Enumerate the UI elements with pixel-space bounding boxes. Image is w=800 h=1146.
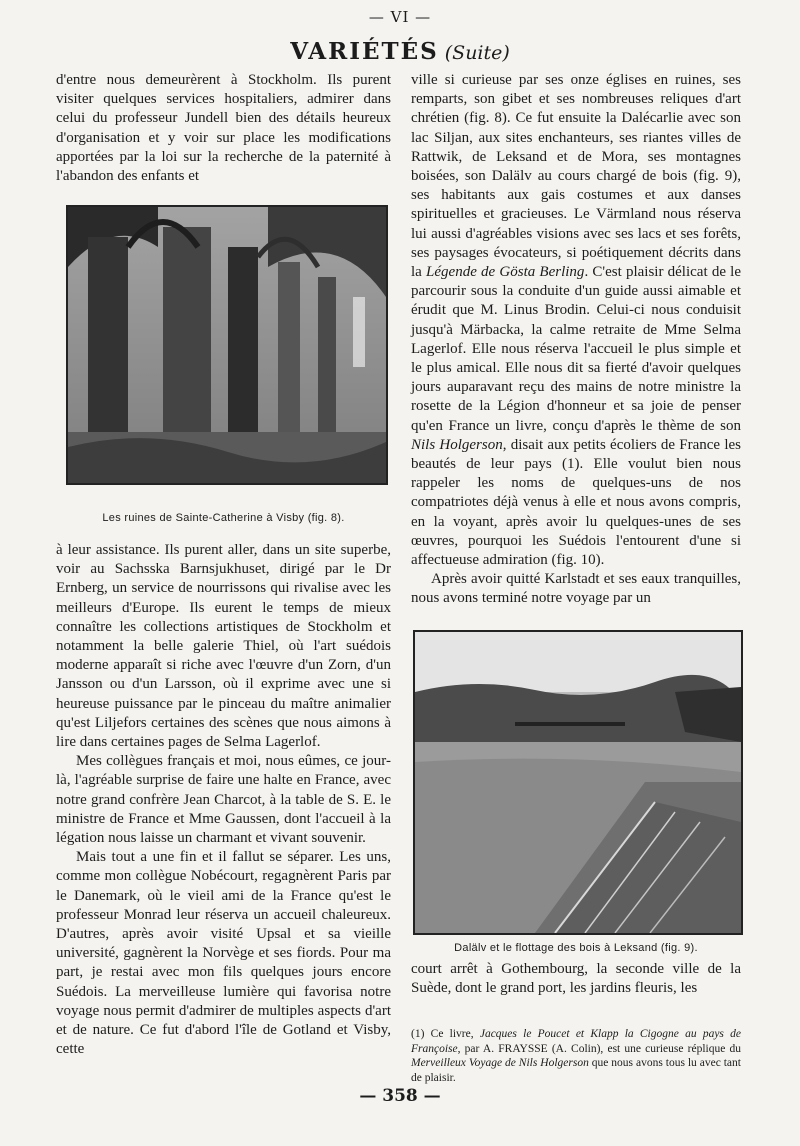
- right-column-bottom: [411, 960, 741, 998]
- river-caption: Dalälv et le flottage des bois à Leksand (fig. 9).: [454, 942, 698, 954]
- right-paragraph-2: Après avoir quitté Karlstadt et ses eaux tranquilles, nous avons terminé notre voyage par un: [411, 571, 741, 607]
- right-p1-b: . C'est plaisir délicat de le parcourir sous la conduite d'un guide aussi aimable et érudit que M. Linus Brodin. Celui-ci nous conduisit jusqu'à Märbacka, la calme retraite de Mme Selma Lagerlof. Elle nous réserva l'accueil le plus simple et le plus amical. Elle nous dit sa fierté d'avoir quelques jours auparavant reçu des mains de notre ministre la rosette de la Légion d'honneur et sa joie de penser qu'en France un livre, conçu d'après le thème de son: [411, 264, 741, 434]
- right-column-top: [411, 71, 741, 609]
- river-photo: [413, 630, 743, 935]
- left-paragraph-4: Mais tout a une fin et il fallut se séparer. Les uns, comme mon collègue Nobécourt, regagnèrent Paris par le Danemark, où le vieil ami de la France qu'est le professeur Monrad leur réserva un accueil chaleureux. D'autres, après avoir visité Upsal et sa vieille université, gagnèrent la Norvège et ses fiords. Pour ma part, je restai avec mon fils quelques jours encore Suédois. La merveilleuse lumière qui favorisa notre voyage nous permit d'admirer de multiples aspects d'art et de nature. Ce fut d'abord l'île de Gotland et Visby, cette: [56, 849, 391, 1058]
- right-p1-a: ville si curieuse par ses onze églises en ruines, ses remparts, son gibet et ses nombreuses reliques d'art chrétien (fig. 8). Ce fut ensuite la Dalécarlie avec son lac Siljan, aux sites enchanteurs, ses riantes villes de Rattwik, de Leksand et de Mora, ses montagnes boisées, son Dalälv au cours chargé de bois (fig. 9), ses habitants aux gais costumes et aux danses spirituelles et gracieuses. Le Värmland nous réserva lui aussi d'agréables visions avec ses lacs et ses forêts, ses paysages évocateurs, si poétiquement décrits dans la: [411, 72, 741, 281]
- page-number: — 358 —: [359, 1086, 441, 1106]
- left-paragraph-1: d'entre nous demeurèrent à Stockholm. Ils purent visiter quelques services hospitaliers, admirer dans celui du professeur Jundell bien des détails heureux d'organisation et y voir sur place les modifications apportées par la loi sur la recherche de la paternité à l'abandon des enfants et: [56, 72, 391, 185]
- left-paragraph-3: Mes collègues français et moi, nous eûmes, ce jour-là, l'agréable surprise de faire une halte en France, avec notre grand confrère Jean Charcot, à la table de S. E. le ministre de France et Mme Gaussen, dont l'accueil à la légation nous laisse un charmant et vivant souvenir.: [56, 753, 391, 847]
- river-illustration: [415, 632, 741, 933]
- page-title: [0, 38, 800, 65]
- footnote-rest: , par A. FRAYSSE (A. Colin), est une curieuse réplique du: [457, 1042, 741, 1055]
- footnote-title-1: Jacques le Poucet et Klapp la Cigogne au pays de Françoise: [411, 1028, 741, 1055]
- ruins-caption: Les ruines de Sainte-Catherine à Visby (fig. 8).: [102, 512, 345, 524]
- footnote-end: que nous avons tous lu avec tant de plaisir.: [411, 1057, 741, 1084]
- section-number: — VI —: [368, 8, 432, 26]
- left-column-bottom: [56, 541, 391, 1059]
- ruins-photo: [66, 205, 388, 485]
- right-p1-c: , disait aux petits écoliers de France les beautés de leur pays (1). Elle voulut bien nous rappeler les noms de quelques-uns de nos compatriotes déjà venus à elle et nous avons compris, en la voyant, après avoir lu quelques-unes de ses œuvres, pourquoi les Suédois l'entourent d'une si affectueuse admiration (fig. 10).: [411, 436, 741, 569]
- title-suffix: (Suite): [444, 42, 510, 64]
- footnote-title-2: Merveilleux Voyage de Nils Holgerson: [411, 1057, 589, 1069]
- footnote: [411, 1027, 741, 1085]
- book-title-nils: Nils Holgerson: [411, 436, 503, 453]
- footnote-marker: (1) Ce livre,: [411, 1028, 480, 1040]
- ruins-illustration: [68, 207, 386, 483]
- book-title-gosta: Légende de Gösta Berling: [426, 264, 585, 281]
- right-paragraph-1: [411, 71, 741, 570]
- right-paragraph-3: court arrêt à Gothembourg, la seconde ville de la Suède, dont le grand port, les jardins fleuris, les: [411, 961, 741, 997]
- title-text: VARIÉTÉS: [290, 38, 439, 65]
- left-column-top: [56, 71, 391, 186]
- left-paragraph-2: à leur assistance. Ils purent aller, dans un site superbe, voir au Sachsska Barnsjukhuset, dirigé par le Dr Ernberg, un service de nourrissons qui rivalise avec les meilleurs d'Europe. Ils eurent le temps de mieux connaître les collections artistiques de Stockholm et notamment la belle galerie Thiel, où l'art suédois moderne apparaît si riche avec l'œuvre d'un Zorn, d'un Jansson ou d'un Larsson, où il exprime avec une si heureuse puissance par le pinceau du maître animalier qu'est Liljefors certaines des scènes que nous aimons à lire dans certaines pages de Selma Lagerlof.: [56, 542, 391, 751]
